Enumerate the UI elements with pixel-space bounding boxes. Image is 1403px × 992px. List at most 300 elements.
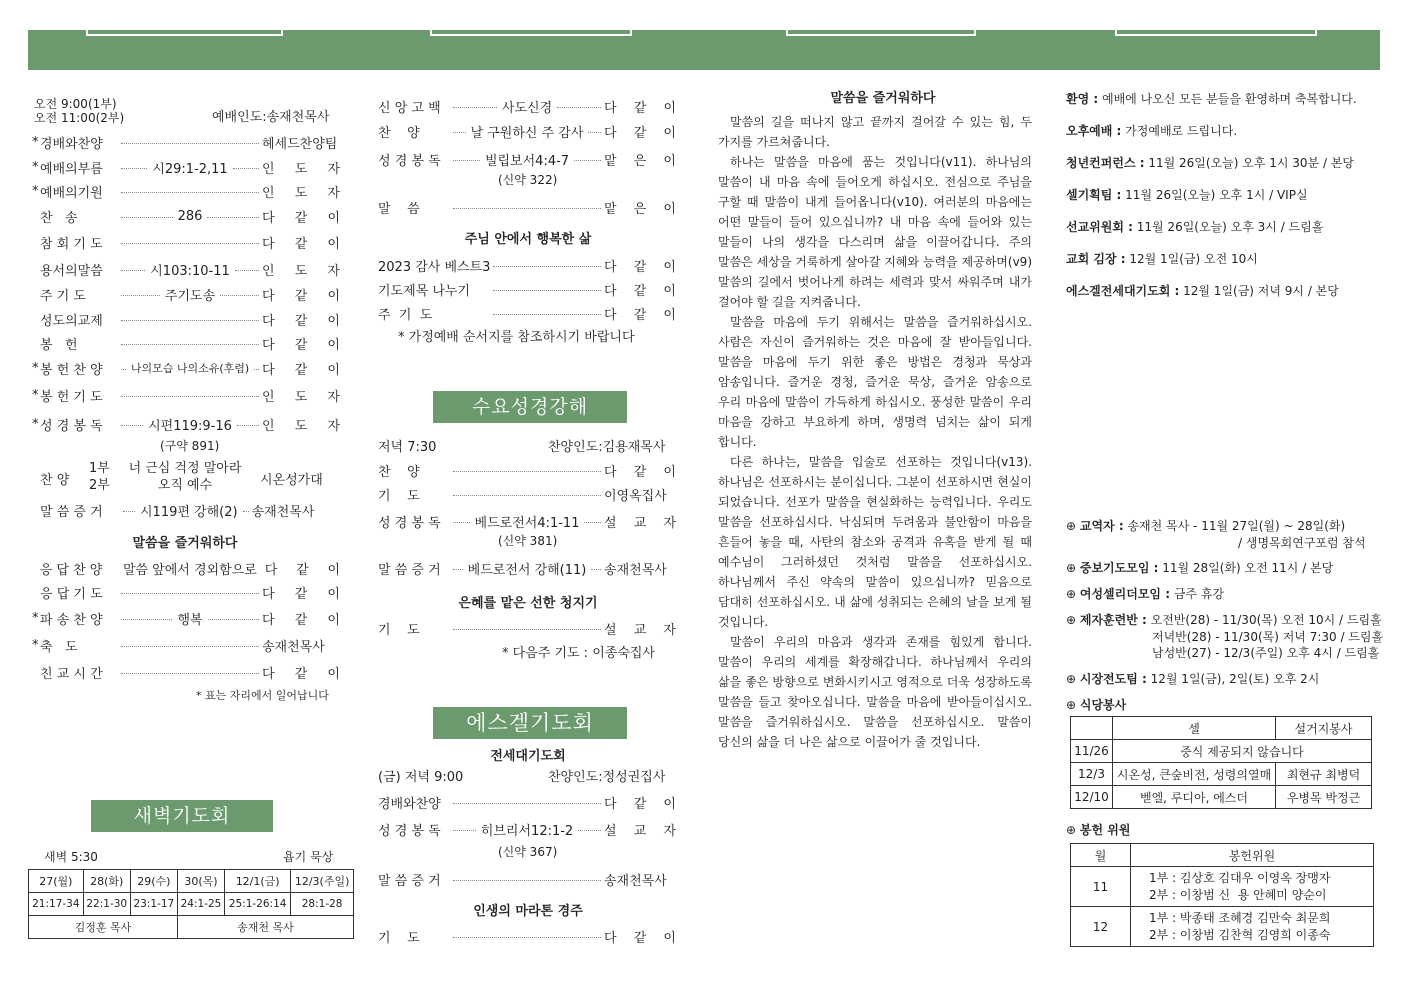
dots bbox=[578, 823, 601, 831]
order-label: 성 경 봉 독 bbox=[378, 153, 441, 169]
ezekiel-reading-note: (신약 367) bbox=[498, 845, 558, 859]
dots bbox=[121, 136, 259, 144]
offering-header: 월 bbox=[1071, 844, 1131, 867]
news-item bbox=[1066, 154, 1354, 171]
order-label: 찬 양 bbox=[378, 125, 420, 141]
order-row bbox=[378, 255, 676, 275]
order-detail: 주기도송 bbox=[164, 288, 216, 304]
order-row bbox=[378, 869, 676, 889]
news-key: 환영 : bbox=[1066, 92, 1099, 106]
offering-line-2: 2부 : 이창범 김찬혁 김영희 이종숙 bbox=[1149, 927, 1331, 942]
offering-table bbox=[1070, 843, 1374, 947]
dots bbox=[235, 263, 259, 271]
order-row bbox=[378, 149, 676, 169]
stand-marker: * bbox=[32, 637, 39, 653]
dots bbox=[453, 562, 463, 570]
order-person: 다 같 이 bbox=[262, 288, 341, 304]
order-row bbox=[32, 558, 340, 578]
dots bbox=[123, 504, 135, 512]
dots bbox=[237, 418, 259, 426]
order-row bbox=[32, 333, 340, 353]
clover-icon: ⊕ bbox=[1066, 823, 1077, 837]
dots bbox=[584, 515, 601, 523]
order-detail: 시편119:9-16 bbox=[148, 418, 232, 434]
dawn-pastor-2: 송재천 목사 bbox=[177, 916, 353, 939]
stand-marker: * bbox=[32, 610, 39, 626]
news-item bbox=[1066, 218, 1323, 235]
dots bbox=[453, 488, 601, 496]
order-row bbox=[378, 197, 676, 217]
order-label: 2023 감사 베스트3 bbox=[378, 259, 491, 275]
dots bbox=[121, 263, 145, 271]
morning-sermon-title: 말씀을 즐거워하다 bbox=[132, 536, 238, 551]
choir-parts bbox=[89, 460, 110, 494]
order-label: 응 답 찬 양 bbox=[39, 562, 103, 578]
schedule-item bbox=[1066, 517, 1345, 534]
order-row bbox=[378, 792, 676, 812]
offering-line-2: 2부 : 이창범 신 용 안혜미 양순이 bbox=[1149, 887, 1327, 902]
ezekiel-time: (금) 저녁 9:00 bbox=[378, 770, 464, 785]
offering-header-row bbox=[1071, 844, 1374, 867]
preach-row bbox=[40, 500, 340, 520]
dots bbox=[121, 612, 172, 620]
dawn-table bbox=[28, 869, 354, 939]
offering-month: 11 bbox=[1071, 867, 1131, 907]
schedule-item bbox=[1066, 611, 1382, 628]
kitchen-header bbox=[1071, 717, 1113, 740]
order-person: 다 같 이 bbox=[264, 562, 341, 578]
order-detail: 베드로전서 강해(11) bbox=[467, 562, 587, 578]
sermon-paragraph: 다른 하나는, 말씀을 입술로 선포하는 것입니다(v13). 하나님은 선포하시는 분이십니다. 그분이 선포하시면 현실이 되었습니다. 선포가 말씀을 현실화하는 능력입니다. 우리도 말씀을 선포하십시다. 낙심되며 두려움과 불안함이 마음을 흔들어 놓을 때, 사탄의 참소와 공격과 유혹을 받게 될 때 예수님이 그러하셨던 것처럼 말씀을 선포하십시오. 하나님께서 주신 약속의 말씀이 있으십니까? 믿음으로 담대히 선포하십시오. 내 삶에 성취되는 은혜의 날을 보게 될 것입니다. bbox=[718, 455, 1032, 629]
dots bbox=[121, 313, 259, 321]
kitchen-date: 12/3 bbox=[1071, 763, 1113, 786]
stand-marker: * bbox=[32, 387, 39, 403]
order-label: 기 도 bbox=[378, 930, 420, 946]
order-row bbox=[32, 284, 340, 304]
dots bbox=[453, 464, 601, 472]
order-person: 이영옥집사 bbox=[604, 488, 667, 504]
kitchen-cell: 벧엘, 루디아, 에스더 bbox=[1113, 786, 1276, 809]
order-person: 다 같 이 bbox=[604, 100, 677, 116]
order-person: 다 같 이 bbox=[262, 337, 340, 353]
preach-passage: 시119편 강해(2) bbox=[140, 504, 238, 520]
order-detail: 나의모습 나의소유(후렴) bbox=[130, 362, 250, 375]
dawn-passages-row bbox=[29, 893, 354, 916]
wednesday-subtitle: 은혜를 맡은 선한 청지기 bbox=[458, 596, 598, 611]
order-person: 다 같 이 bbox=[604, 930, 676, 946]
clover-icon: ⊕ bbox=[1066, 613, 1080, 627]
order-label: 성 경 봉 독 bbox=[378, 515, 441, 531]
schedule-text: 송재천 목사 - 11월 27일(월) ~ 28일(화) bbox=[1123, 519, 1346, 533]
order-row bbox=[32, 582, 340, 602]
choir-songs bbox=[120, 460, 250, 494]
news-item bbox=[1066, 122, 1237, 139]
schedule-item bbox=[1238, 534, 1366, 551]
dawn-day: 30(목) bbox=[177, 870, 224, 893]
offering-row bbox=[1071, 907, 1374, 947]
schedule-item bbox=[1066, 696, 1126, 713]
wednesday-leader: 찬양인도:김용재목사 bbox=[548, 440, 666, 455]
order-detail: 빌립보서4:4-7 bbox=[484, 153, 570, 169]
dawn-prayer-title: 새벽기도회 bbox=[91, 800, 273, 832]
choir-song-2: 오직 예수 bbox=[157, 478, 213, 493]
dots bbox=[243, 504, 249, 512]
wednesday-time: 저녁 7:30 bbox=[378, 440, 437, 455]
order-row bbox=[32, 157, 340, 177]
wednesday-title: 수요성경강해 bbox=[433, 391, 627, 423]
offering-line-1: 1부 : 박종태 조혜경 김만숙 최문희 bbox=[1149, 910, 1331, 925]
dots bbox=[121, 666, 259, 674]
morning-times bbox=[34, 97, 124, 125]
offering-row bbox=[1071, 867, 1374, 907]
dawn-pastors-row bbox=[29, 916, 354, 939]
news-key: 교회 김장 : bbox=[1066, 252, 1126, 266]
dots bbox=[453, 930, 601, 938]
schedule-item bbox=[1066, 585, 1224, 602]
order-person: 다 같 이 bbox=[262, 362, 340, 378]
dots bbox=[453, 796, 601, 804]
order-row bbox=[378, 926, 676, 946]
choir-part-2: 2부 bbox=[89, 478, 110, 493]
dots bbox=[453, 153, 480, 161]
offering-month: 12 bbox=[1071, 907, 1131, 947]
order-person: 다 같 이 bbox=[262, 210, 341, 226]
order-label: 경배와찬양 bbox=[40, 136, 103, 152]
stand-marker: * bbox=[32, 360, 39, 376]
dots bbox=[121, 639, 259, 647]
news-item bbox=[1066, 250, 1258, 267]
news-key: 셀기획팀 : bbox=[1066, 188, 1122, 202]
order-label: 봉 헌 bbox=[40, 337, 78, 353]
dawn-passage: 24:1-25 bbox=[177, 893, 224, 916]
dawn-day: 28(화) bbox=[83, 870, 130, 893]
dots bbox=[233, 161, 259, 169]
dots bbox=[453, 201, 601, 209]
clover-icon: ⊕ bbox=[1066, 587, 1080, 601]
order-person: 설 교 자 bbox=[604, 515, 677, 531]
order-label: 친 교 시 간 bbox=[40, 666, 103, 682]
order-label: 찬 양 bbox=[378, 464, 420, 480]
wednesday-next: * 다음주 기도 : 이종숙집사 bbox=[502, 646, 655, 661]
kitchen-row bbox=[1071, 763, 1372, 786]
dots bbox=[453, 823, 476, 831]
order-person: 설 교 자 bbox=[604, 823, 677, 839]
order-person: 송재천목사 bbox=[262, 639, 325, 655]
morning-leader: 예배인도:송재천목사 bbox=[212, 110, 330, 125]
clover-icon: ⊕ bbox=[1066, 698, 1080, 712]
stand-marker: * bbox=[32, 159, 39, 175]
dots bbox=[493, 307, 601, 315]
order-person: 인 도 자 bbox=[262, 185, 340, 201]
schedule-item bbox=[1066, 559, 1333, 576]
order-detail: 사도신경 bbox=[501, 100, 553, 116]
news-text: 12월 1일(금) 저녁 9시 / 본당 bbox=[1179, 284, 1339, 298]
dawn-passage: 23:1-17 bbox=[130, 893, 177, 916]
order-person: 인 도 자 bbox=[262, 389, 340, 405]
dawn-day: 29(수) bbox=[130, 870, 177, 893]
order-row bbox=[32, 309, 340, 329]
dawn-book: 욥기 묵상 bbox=[283, 850, 334, 864]
news-text: 11월 26일(오늘) 오후 3시 / 드림홀 bbox=[1132, 220, 1324, 234]
choir-label: 찬 양 bbox=[40, 473, 70, 488]
order-person: 다 같 이 bbox=[262, 612, 340, 628]
kitchen-header: 셀 bbox=[1113, 717, 1276, 740]
dots bbox=[493, 259, 601, 267]
sermon-summary-title: 주일말씀요약 bbox=[786, 4, 976, 36]
schedule-text: 남성반(27) - 12/3(주일) 오후 4시 / 드림홀 bbox=[1152, 646, 1380, 660]
offering-heading bbox=[1066, 821, 1130, 838]
order-person: 인 도 자 bbox=[262, 161, 341, 177]
order-person: 송재천목사 bbox=[604, 562, 667, 578]
dots bbox=[121, 337, 259, 345]
order-row bbox=[378, 279, 676, 299]
order-person: 다 같 이 bbox=[604, 464, 676, 480]
sermon-paragraph: 말씀의 길을 떠나지 않고 끝까지 걸어갈 수 있는 힘, 두 가지를 가르쳐줍니다. bbox=[718, 115, 1032, 149]
order-row bbox=[378, 96, 676, 116]
clover-icon: ⊕ bbox=[1066, 519, 1080, 533]
dots bbox=[453, 125, 466, 133]
preach-label: 말 씀 증 거 bbox=[40, 504, 103, 520]
order-row bbox=[378, 511, 676, 531]
dawn-passage: 22:1-30 bbox=[83, 893, 130, 916]
dawn-day: 27(월) bbox=[29, 870, 84, 893]
home-reading-note: (신약 322) bbox=[498, 173, 558, 187]
sermon-paragraph: 하나는 말씀을 마음에 품는 것입니다(v11). 하나님의 말씀이 내 마음 속에 들어오게 하십시오. 전심으로 주님을 구할 때 말씀이 내게 들어옵니다(v10). 여러분의 마음에는 어떤 말들이 들어 있으십니까? 내 마음 속에 들어와 있는 말들이 나의 생각을 다스리며 삶을 이끌어갑니다. 주의 말씀은 세상을 거룩하게 살아갈 지혜와 능력을 제공하며(v9) 말씀의 길에서 벗어나게 하려는 세력과 맞서 싸워주며 내가 걸어야 할 길을 지켜줍니다. bbox=[718, 155, 1032, 309]
news-text: 11월 26일(오늘) 오후 1시 / VIP실 bbox=[1121, 188, 1308, 202]
clover-icon: ⊕ bbox=[1066, 672, 1080, 686]
kitchen-row bbox=[1071, 740, 1372, 763]
kitchen-cell: 최현규 최병덕 bbox=[1276, 763, 1372, 786]
dots bbox=[121, 362, 126, 370]
dots bbox=[254, 362, 259, 370]
kitchen-table bbox=[1070, 716, 1372, 809]
dots bbox=[121, 161, 147, 169]
order-row bbox=[32, 259, 340, 279]
order-label: 참 회 기 도 bbox=[40, 236, 103, 252]
order-row bbox=[378, 460, 676, 480]
church-news-title: 교회소식 bbox=[1115, 4, 1317, 36]
schedule-text: 오전반(28) - 11/30(목) 오전 10시 / 드림홀 bbox=[1146, 613, 1382, 627]
dots bbox=[453, 873, 601, 881]
home-subtitle: 주님 안에서 행복한 삶 bbox=[464, 232, 592, 247]
dots bbox=[574, 153, 601, 161]
dawn-day: 12/1(금) bbox=[225, 870, 291, 893]
news-key: 청년컨퍼런스 : bbox=[1066, 156, 1145, 170]
dots bbox=[121, 210, 173, 218]
order-label: 봉 헌 찬 양 bbox=[40, 362, 103, 378]
kitchen-cell: 우병목 박정근 bbox=[1276, 786, 1372, 809]
schedule-text: 11월 28일(화) 오전 11시 / 본당 bbox=[1158, 561, 1334, 575]
dawn-pastor-1: 김정훈 목사 bbox=[29, 916, 178, 939]
ezekiel-leader: 찬양인도:정성권집사 bbox=[548, 770, 666, 785]
order-label: 성 경 봉 독 bbox=[378, 823, 441, 839]
kitchen-header: 설거지봉사 bbox=[1276, 717, 1372, 740]
order-row bbox=[378, 303, 676, 323]
order-detail: 베드로전서4:1-11 bbox=[474, 515, 580, 531]
dawn-passage: 21:17-34 bbox=[29, 893, 84, 916]
order-detail: 286 bbox=[177, 208, 203, 224]
schedule-key: 여성셀리더모임 : bbox=[1079, 587, 1170, 601]
order-label: 용서의말씀 bbox=[40, 263, 103, 279]
kitchen-header-row bbox=[1071, 717, 1372, 740]
schedule-item bbox=[1152, 644, 1379, 661]
order-label: 찬 송 bbox=[40, 210, 78, 226]
order-row bbox=[32, 206, 340, 226]
dawn-time: 새벽 5:30 bbox=[44, 850, 98, 864]
order-detail: 날 구원하신 주 감사 bbox=[470, 125, 584, 141]
dots bbox=[493, 283, 601, 291]
dots bbox=[588, 125, 601, 133]
order-row bbox=[378, 121, 676, 141]
ezekiel-title: 에스겔기도회 bbox=[433, 707, 627, 739]
order-person: 인 도 자 bbox=[262, 263, 340, 279]
order-person: 다 같 이 bbox=[262, 586, 340, 602]
order-person: 다 같 이 bbox=[604, 796, 676, 812]
schedule-key: 중보기도모임 : bbox=[1079, 561, 1159, 575]
order-person: 다 같 이 bbox=[604, 307, 676, 323]
stand-marker: * bbox=[32, 134, 39, 150]
dots bbox=[121, 236, 259, 244]
dots bbox=[453, 622, 601, 630]
dots bbox=[121, 418, 143, 426]
order-row bbox=[378, 819, 676, 839]
order-person: 다 같 이 bbox=[262, 236, 340, 252]
dots bbox=[453, 100, 497, 108]
offering-members bbox=[1131, 907, 1374, 947]
order-label: 예배의기원 bbox=[40, 185, 103, 201]
order-person: 설 교 자 bbox=[604, 622, 676, 638]
order-row bbox=[32, 635, 340, 655]
schedule-text: 금주 휴강 bbox=[1170, 587, 1224, 601]
stand-marker: * bbox=[32, 416, 39, 432]
schedule-item bbox=[1152, 628, 1383, 645]
morning-reading-note: (구약 891) bbox=[160, 439, 220, 453]
order-row bbox=[378, 558, 676, 578]
dots bbox=[208, 612, 259, 620]
news-key: 오후예배 : bbox=[1066, 124, 1122, 138]
order-detail: 행복 bbox=[177, 612, 203, 628]
order-person: 다 같 이 bbox=[604, 283, 676, 299]
order-row bbox=[32, 385, 340, 405]
dots bbox=[220, 288, 259, 296]
morning-worship-title: 주일오전예배 bbox=[86, 4, 283, 36]
order-detail: 말씀 앞에서 경외함으로 bbox=[122, 562, 257, 578]
order-label: 주 기 도 bbox=[40, 288, 86, 304]
ezekiel-subtitle-2: 인생의 마라톤 경주 bbox=[473, 904, 583, 919]
order-person: 맡 은 이 bbox=[604, 201, 676, 217]
dots bbox=[453, 515, 470, 523]
order-label: 말 씀 증 거 bbox=[378, 873, 441, 889]
offering-line-1: 1부 : 김상호 김대우 이영옥 장맹자 bbox=[1149, 870, 1331, 885]
order-label: 경배와찬양 bbox=[378, 796, 441, 812]
order-label: 축 도 bbox=[40, 639, 78, 655]
news-item bbox=[1066, 282, 1339, 299]
order-label: 말 씀 증 거 bbox=[378, 562, 441, 578]
dots bbox=[207, 210, 259, 218]
choir-who: 시온성가대 bbox=[260, 473, 323, 488]
order-person: 맡 은 이 bbox=[604, 153, 676, 169]
dots bbox=[557, 100, 601, 108]
order-label: 응 답 기 도 bbox=[40, 586, 103, 602]
kitchen-date: 11/26 bbox=[1071, 740, 1113, 763]
kitchen-cell: 시온성, 큰숲비전, 성령의열매 bbox=[1113, 763, 1276, 786]
news-key: 에스겔전세대기도회 : bbox=[1066, 284, 1180, 298]
schedule-key: 교역자 : bbox=[1079, 519, 1124, 533]
order-label: 기 도 bbox=[378, 622, 420, 638]
sermon-paragraph: 말씀이 우리의 마음과 생각과 존재를 힘있게 합니다. 말씀이 우리의 세계를 확장해갑니다. 하나님께서 우리의 삶을 좋은 방향으로 변화시키시고 영적으로 더욱 성장하도록 말씀을 들고 찾아오십니다. 말씀을 마음에 받아들이십시오. 말씀을 즐거워하십시오. 말씀을 선포하십시오. 말씀이 당신의 삶을 더 나은 삶으로 이끌어가 줄 것입니다. bbox=[718, 635, 1032, 749]
dawn-days-row bbox=[29, 870, 354, 893]
news-text: 12월 1일(금) 오전 10시 bbox=[1125, 252, 1258, 266]
home-worship-title: 주일가정예배 bbox=[430, 4, 632, 36]
schedule-text: 저녁반(28) - 11/30(목) 저녁 7:30 / 드림홀 bbox=[1152, 630, 1384, 644]
dots bbox=[121, 288, 160, 296]
choir-part-1: 1부 bbox=[89, 461, 110, 476]
schedule-text: / 생명목회연구포럼 참석 bbox=[1238, 536, 1366, 550]
order-person: 헤세드찬양팀 bbox=[262, 136, 338, 152]
news-text: 예배에 나오신 모든 분들을 환영하며 축복합니다. bbox=[1098, 92, 1357, 106]
order-person: 인 도 자 bbox=[262, 418, 341, 434]
order-label: 예배의부름 bbox=[40, 161, 103, 177]
schedule-item bbox=[1066, 670, 1319, 687]
order-row bbox=[378, 618, 676, 638]
dots bbox=[121, 586, 259, 594]
schedule-key: 시장전도팀 : bbox=[1079, 672, 1147, 686]
clover-icon: ⊕ bbox=[1066, 561, 1080, 575]
news-text: 가정예배로 드립니다. bbox=[1121, 124, 1238, 138]
order-person: 다 같 이 bbox=[262, 313, 340, 329]
order-label: 성도의교제 bbox=[40, 313, 103, 329]
home-note: * 가정예배 순서지를 참조하시기 바랍니다 bbox=[398, 330, 635, 345]
dots bbox=[121, 185, 259, 193]
schedule-key: 식당봉사 bbox=[1079, 698, 1127, 712]
order-label: 신 앙 고 백 bbox=[378, 100, 441, 116]
header-bar bbox=[28, 30, 1380, 70]
offering-title: 봉헌 위원 bbox=[1079, 823, 1131, 837]
order-person: 송재천목사 bbox=[604, 873, 667, 889]
kitchen-cell: 중식 제공되지 않습니다 bbox=[1113, 740, 1372, 763]
order-row bbox=[32, 232, 340, 252]
preach-who: 송재천목사 bbox=[251, 504, 315, 520]
order-person: 다 같 이 bbox=[604, 125, 676, 141]
order-row bbox=[32, 132, 340, 152]
news-item bbox=[1066, 186, 1308, 203]
news-item bbox=[1066, 90, 1357, 107]
order-detail: 시103:10-11 bbox=[150, 263, 230, 279]
offering-header: 봉헌위원 bbox=[1131, 844, 1374, 867]
order-row bbox=[32, 608, 340, 628]
time-second: 오전 11:00(2부) bbox=[34, 111, 125, 125]
order-label: 기 도 bbox=[378, 488, 420, 504]
wednesday-reading-note: (신약 381) bbox=[498, 534, 558, 548]
choir-song-1: 너 근심 걱정 말아라 bbox=[128, 461, 242, 476]
order-label: 기도제목 나누기 bbox=[378, 283, 471, 299]
order-detail: 시29:1-2,11 bbox=[152, 161, 228, 177]
order-row bbox=[32, 414, 340, 434]
schedule-text: 12월 1일(금), 2일(토) 오후 2시 bbox=[1146, 672, 1320, 686]
kitchen-date: 12/10 bbox=[1071, 786, 1113, 809]
sermon-body bbox=[718, 112, 1032, 752]
order-person: 다 같 이 bbox=[262, 666, 340, 682]
dots bbox=[121, 389, 259, 397]
order-row bbox=[32, 181, 340, 201]
news-text: 11월 26일(오늘) 오후 1시 30분 / 본당 bbox=[1144, 156, 1355, 170]
ezekiel-subtitle: 전세대기도회 bbox=[490, 749, 566, 764]
order-detail: 히브리서12:1-2 bbox=[480, 823, 574, 839]
dawn-passage: 28:1-28 bbox=[291, 893, 354, 916]
stand-marker: * bbox=[32, 183, 39, 199]
order-label: 봉 헌 기 도 bbox=[40, 389, 103, 405]
order-label: 성 경 봉 독 bbox=[40, 418, 103, 434]
